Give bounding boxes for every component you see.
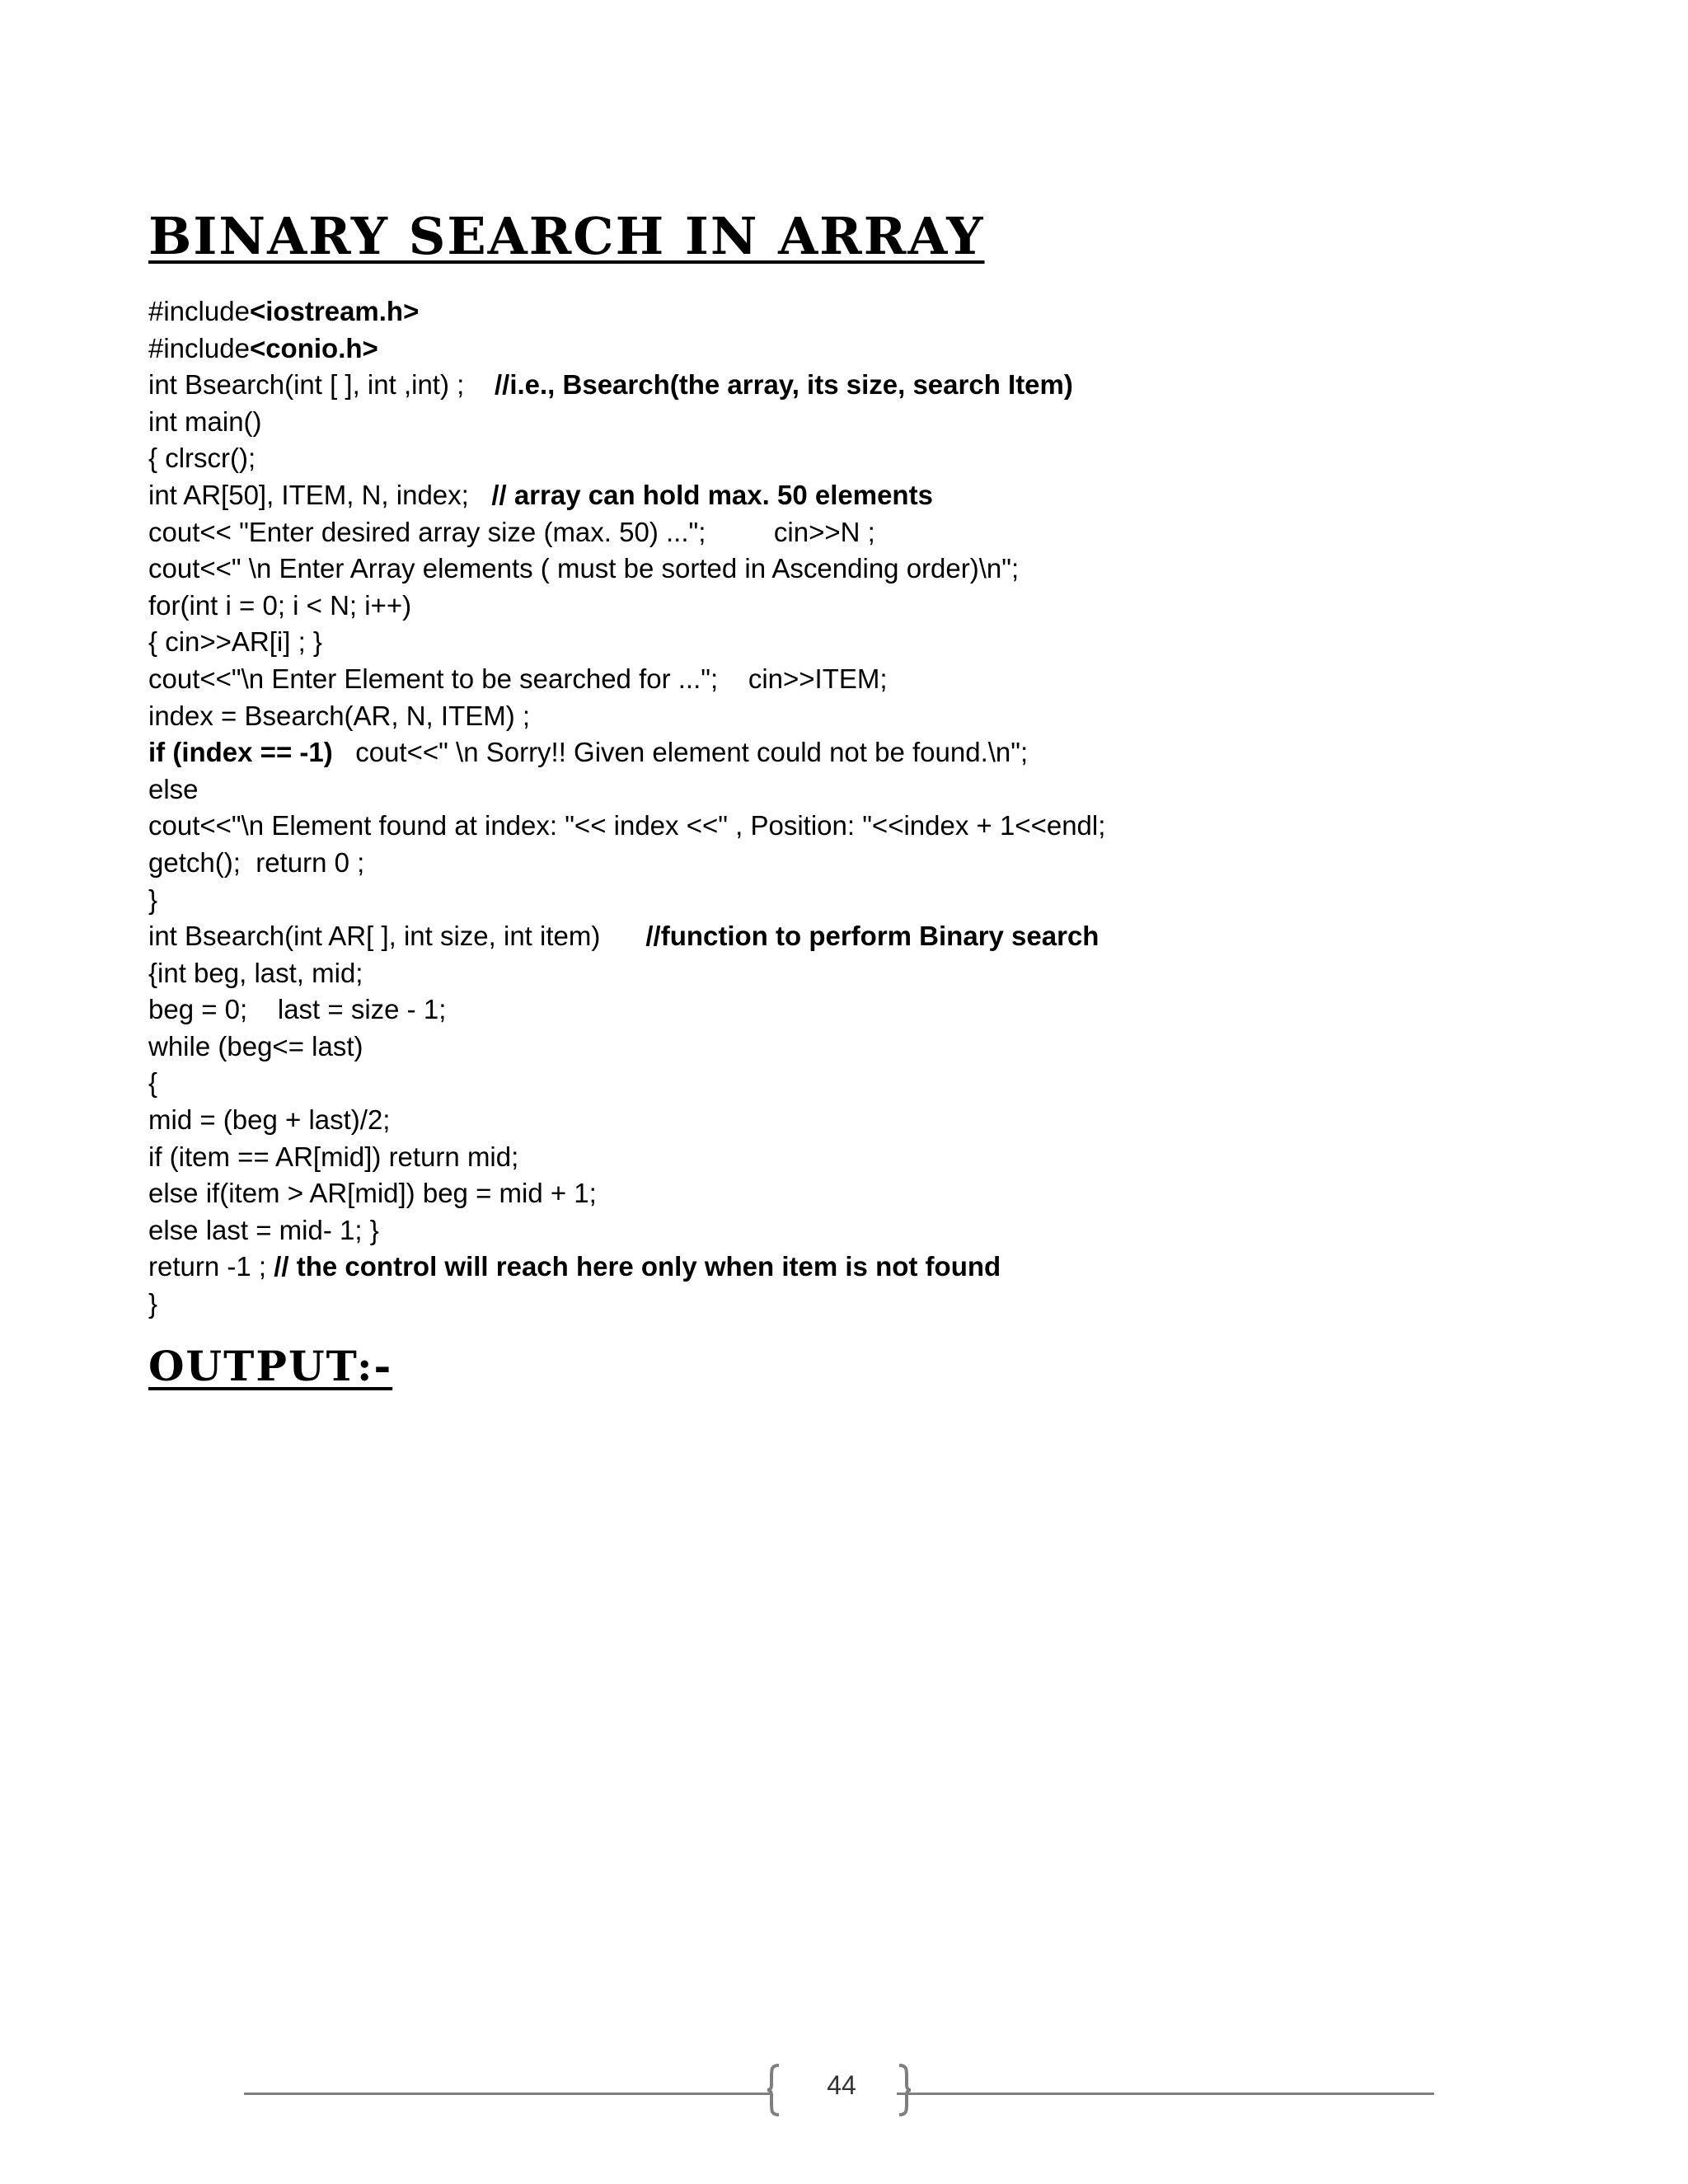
code-listing (148, 293, 1599, 1323)
code-line (148, 1286, 1599, 1323)
code-line (148, 588, 1599, 625)
code-line (148, 477, 1599, 514)
code-text: cout<<"\n Enter Element to be searched for ..."; cin>>ITEM; (148, 663, 888, 694)
code-line (148, 293, 1599, 330)
code-line (148, 514, 1599, 551)
code-text: else last = mid- 1; } (148, 1214, 379, 1245)
code-text: else if(item > AR[mid]) beg = mid + 1; (148, 1178, 597, 1209)
code-text: index = Bsearch(AR, N, ITEM) ; (148, 700, 531, 731)
code-line (148, 955, 1599, 992)
code-line (148, 1175, 1599, 1212)
code-comment-bold: // the control will reach here only when item is not found (274, 1251, 1001, 1282)
code-text: mid = (beg + last)/2; (148, 1104, 391, 1136)
right-brace-icon (897, 2063, 912, 2117)
code-text: int AR[50], ITEM, N, index; (148, 479, 492, 510)
code-text: if (item == AR[mid]) return mid; (148, 1141, 519, 1172)
code-text: } (148, 1288, 158, 1319)
code-line (148, 1139, 1599, 1176)
code-text: { (148, 1067, 158, 1099)
code-line (148, 734, 1599, 771)
footer-rule-right (897, 2093, 1434, 2095)
code-line (148, 1102, 1599, 1139)
code-text: } (148, 883, 158, 915)
code-text: beg = 0; last = size - 1; (148, 994, 447, 1025)
code-text: cout<< "Enter desired array size (max. 50) ..."; cin>>N ; (148, 516, 875, 547)
footer-rule-left (244, 2093, 771, 2095)
code-line (148, 367, 1599, 404)
code-text: int Bsearch(int AR[ ], int size, int item) (148, 921, 646, 952)
code-comment-bold: <conio.h> (249, 332, 378, 363)
code-text: cout<<" \n Enter Array elements ( must be sorted in Ascending order)\n"; (148, 553, 1020, 584)
left-brace-icon (767, 2063, 781, 2117)
code-text: while (beg<= last) (148, 1030, 363, 1062)
code-text: {int beg, last, mid; (148, 957, 363, 988)
code-text: else (148, 773, 199, 804)
code-line (148, 991, 1599, 1029)
code-text: int main() (148, 405, 262, 437)
output-heading: OUTPUT:- (148, 1342, 393, 1390)
page-title: BINARY SEARCH IN ARRAY (148, 206, 985, 266)
code-line (148, 661, 1599, 698)
code-comment-bold: //function to perform Binary search (645, 921, 1100, 952)
code-text: #include (148, 296, 250, 326)
code-line (148, 918, 1599, 955)
code-comment-bold: //i.e., Bsearch(the array, its size, search Item) (494, 369, 1073, 401)
code-text: return -1 ; (148, 1251, 274, 1282)
code-line (148, 845, 1599, 882)
code-line (148, 404, 1599, 441)
page-number: 44 (827, 2070, 856, 2100)
code-text: for(int i = 0; i < N; i++) (148, 589, 412, 621)
code-line (148, 551, 1599, 588)
code-line (148, 808, 1599, 845)
code-line (148, 624, 1599, 661)
code-comment-bold: <iostream.h> (249, 296, 420, 326)
code-line (148, 882, 1599, 919)
code-line (148, 330, 1599, 368)
code-text: #include (148, 332, 250, 363)
code-text: { clrscr(); (148, 443, 256, 474)
code-text: { cin>>AR[i] ; } (148, 626, 322, 658)
code-line (148, 1029, 1599, 1066)
code-comment-bold: if (index == -1) (148, 737, 333, 768)
code-line (148, 698, 1599, 735)
code-text: cout<<"\n Element found at index: "<< index <<" , Position: "<<index + 1<<endl; (148, 810, 1106, 841)
code-line (148, 1065, 1599, 1102)
code-line (148, 440, 1599, 477)
code-text: int Bsearch(int [ ], int ,int) ; (148, 369, 495, 401)
code-line (148, 1249, 1599, 1286)
code-text: cout<<" \n Sorry!! Given element could not be found.\n"; (332, 737, 1029, 768)
code-line (148, 1212, 1599, 1249)
code-comment-bold: // array can hold max. 50 elements (491, 479, 933, 510)
code-line (148, 771, 1599, 808)
code-text: getch(); return 0 ; (148, 846, 365, 878)
